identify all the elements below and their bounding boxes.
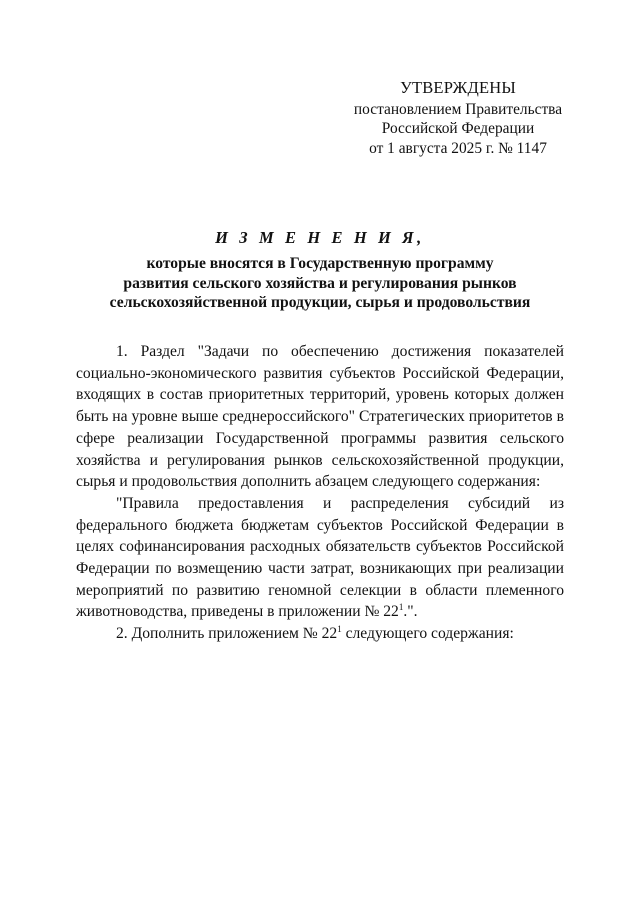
subtitle-line-1: которые вносятся в Государственную программу [146,255,494,272]
approval-line-1: постановлением Правительства [353,100,563,118]
approval-stamp [340,78,576,158]
subtitle-line-2: развития сельского хозяйства и регулирования рынков [123,274,517,292]
paragraph-1: 1. Раздел "Задачи по обеспечению достижения показателей социально-экономического развития субъектов Российской Федерации, входящих в состав приоритетных территорий, уровень которых должен быть на уровне выше среднероссийского" Стратегических приоритетов в сфере реализации Государственной программы развития сельского хозяйства и регулирования рынков сельскохозяйственной продукции, сырья и продовольствия дополнить абзацем следующего содержания: [76,343,564,491]
document-heading [60,227,580,313]
document-subtitle [60,254,580,313]
subtitle-line-3: сельскохозяйственной продукции, сырья и продовольствия [109,294,531,311]
paragraph-2-end: .". [403,603,418,621]
paragraph-3-superscript: 1 [337,623,342,634]
document-body [76,341,564,645]
paragraph-3 [76,623,564,645]
paragraph-2-text: "Правила предоставления и распределения субсидий из федерального бюджета бюджетам субъектов Российской Федерации в целях софинансирования расходных обязательств субъектов Российской Федерации по возмещению части затрат, возникающих при реализации мероприятий по развитию геномной селекции в области племенного животноводства, приведены в приложении № 22 [76,494,564,621]
paragraph-2 [76,493,564,623]
paragraph-3-end: следующего содержания: [341,625,514,643]
approval-line-2: Российской Федерации [381,120,535,137]
document-title: И З М Е Н Е Н И Я, [215,228,425,247]
paragraph-2-superscript: 1 [398,602,404,613]
approval-title: УТВЕРЖДЕНЫ [400,78,516,97]
approval-line-3: от 1 августа 2025 г. № 1147 [369,139,547,157]
paragraph-3-text: 2. Дополнить приложением № 22 [116,625,338,643]
